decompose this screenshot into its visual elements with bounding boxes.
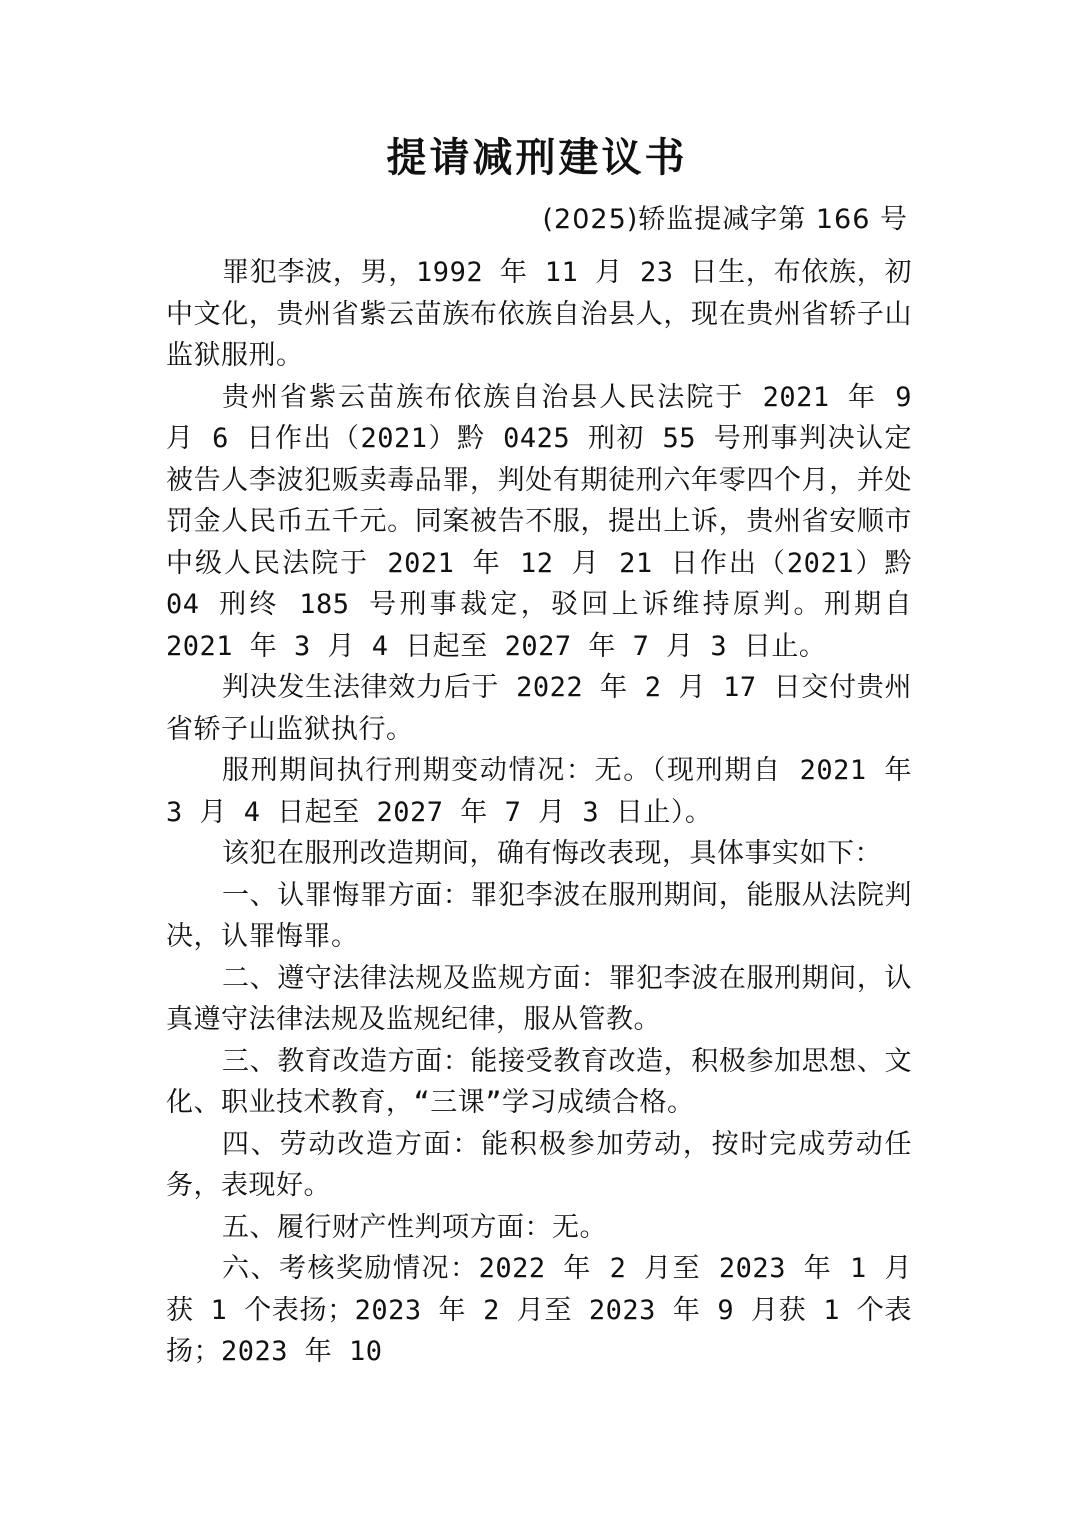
- paragraph-judgment: 贵州省紫云苗族布依族自治县人民法院于 2021 年 9 月 6 日作出（2021）黔 0425 刑初 55 号刑事判决认定被告人李波犯贩卖毒品罪，判处有期徒刑六年零四个月，并处罚金人民币五千元。同案被告不服，提出上诉，贵州省安顺市中级人民法院于 2021 年 12 月 21 日作出（2021）黔 04 刑终 185 号刑事裁定，驳回上诉维持原判。刑期自 2021 年 3 月 4 日起至 2027 年 7 月 3 日止。: [166, 381, 912, 662]
- paragraph-sentence-change: 服刑期间执行刑期变动情况：无。（现刑期自 2021 年 3 月 4 日起至 2027 年 7 月 3 日止）。: [166, 755, 912, 828]
- document-number: (2025)轿监提减字第 166 号: [542, 204, 908, 235]
- paragraph-rewards: 六、考核奖励情况：2022 年 2 月至 2023 年 1 月获 1 个表扬；2023 年 2 月至 2023 年 9 月获 1 个表扬；2023 年 10: [166, 1253, 912, 1367]
- paragraph-repentance-intro: 该犯在服刑改造期间，确有悔改表现，具体事实如下：: [222, 838, 882, 869]
- paragraph-compliance: 二、遵守法律法规及监规方面：罪犯李波在服刑期间，认真遵守法律法规及监规纪律，服从管教。: [166, 962, 912, 1035]
- paragraph-personal-info: 罪犯李波，男，1992 年 11 月 23 日生，布依族，初中文化，贵州省紫云苗族布依族自治县人，现在贵州省轿子山监狱服刑。: [166, 257, 912, 371]
- paragraph-confession: 一、认罪悔罪方面：罪犯李波在服刑期间，能服从法院判决，认罪悔罪。: [166, 879, 912, 952]
- paragraph-execution: 判决发生法律效力后于 2022 年 2 月 17 日交付贵州省轿子山监狱执行。: [166, 672, 912, 745]
- paragraph-education: 三、教育改造方面：能接受教育改造，积极参加思想、文化、职业技术教育，“三课”学习成绩合格。: [166, 1045, 912, 1118]
- paragraph-property: 五、履行财产性判项方面：无。: [222, 1211, 607, 1243]
- document-body: [166, 252, 912, 1373]
- document-title: 提请减刑建议书: [386, 134, 688, 181]
- paragraph-labor: 四、劳动改造方面：能积极参加劳动，按时完成劳动任务，表现好。: [166, 1128, 912, 1201]
